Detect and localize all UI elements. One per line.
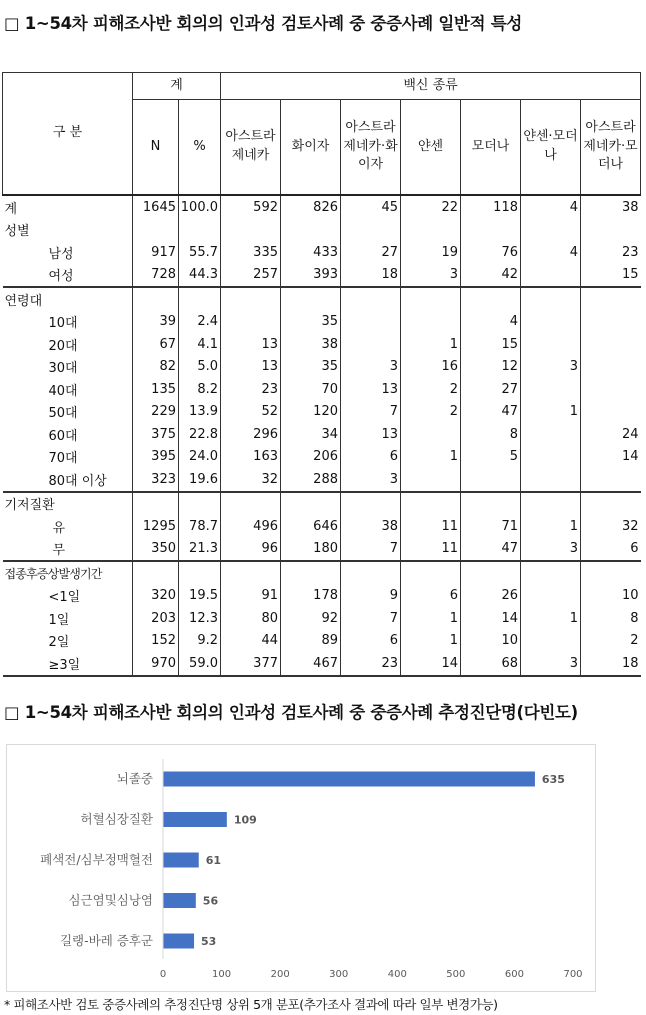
category-label: 심근염및심낭염 xyxy=(68,892,153,908)
section-heading-diagnoses: □ 1~54차 피해조사반 회의의 인과성 검토사례 중 중증사례 추정진단명(다빈도) xyxy=(4,703,578,722)
table-cell xyxy=(401,468,461,492)
table-cell: 917 xyxy=(133,241,179,264)
table-cell xyxy=(341,287,401,311)
table-cell: 4.1 xyxy=(179,333,221,356)
table-cell: 15 xyxy=(461,333,521,356)
table-cell: 335 xyxy=(221,241,281,264)
x-tick-label: 300 xyxy=(329,969,349,980)
table-cell: 24.0 xyxy=(179,446,221,469)
table-cell xyxy=(133,287,179,311)
table-cell xyxy=(341,561,401,585)
row-label: 80대 이상 xyxy=(48,473,107,489)
table-cell: 22 xyxy=(401,195,461,219)
table-cell: 7 xyxy=(341,607,401,630)
table-cell xyxy=(179,561,221,585)
table-cell: 19.6 xyxy=(179,468,221,492)
table-row xyxy=(3,423,641,446)
bar xyxy=(163,934,194,949)
table-cell: 728 xyxy=(133,264,179,288)
table-cell: 4 xyxy=(461,311,521,334)
table-cell: 3 xyxy=(341,356,401,379)
table-cell: 13 xyxy=(341,423,401,446)
table-cell xyxy=(281,561,341,585)
table-cell: 16 xyxy=(401,356,461,379)
table-cell: 5 xyxy=(461,446,521,469)
table-cell: 35 xyxy=(281,311,341,334)
table-cell: 320 xyxy=(133,585,179,608)
table-cell: 35 xyxy=(281,356,341,379)
category-label: 폐색전/심부정맥혈전 xyxy=(40,852,153,867)
table-cell: 23 xyxy=(581,241,641,264)
table-cell: 27 xyxy=(341,241,401,264)
table-cell xyxy=(581,311,641,334)
table-cell: 350 xyxy=(133,538,179,562)
table-cell: 42 xyxy=(461,264,521,288)
table-cell: 257 xyxy=(221,264,281,288)
table-cell: 1 xyxy=(401,607,461,630)
table-cell: 26 xyxy=(461,585,521,608)
table-cell xyxy=(281,287,341,311)
header-vaccine: 모더나 xyxy=(461,100,521,196)
table-row xyxy=(3,468,641,492)
table-cell: 100.0 xyxy=(179,195,221,219)
table-cell xyxy=(461,287,521,311)
table-row xyxy=(3,195,641,219)
table-cell: 32 xyxy=(221,468,281,492)
table-cell: 68 xyxy=(461,652,521,676)
row-label: 70대 xyxy=(48,451,78,467)
table-cell xyxy=(581,378,641,401)
table-cell: 76 xyxy=(461,241,521,264)
row-label: 유 xyxy=(52,520,66,536)
table-cell xyxy=(133,492,179,516)
row-label: 50대 xyxy=(48,406,78,422)
bar xyxy=(163,893,196,908)
table-cell xyxy=(581,356,641,379)
table-row xyxy=(3,515,641,538)
table-cell xyxy=(341,311,401,334)
x-tick-label: 100 xyxy=(212,969,232,980)
table-cell: 96 xyxy=(221,538,281,562)
table-cell: 1 xyxy=(401,446,461,469)
table-cell: 7 xyxy=(341,401,401,424)
row-label: 10대 xyxy=(48,316,78,332)
table-cell: 52 xyxy=(221,401,281,424)
table-cell: 826 xyxy=(281,195,341,219)
table-cell: 592 xyxy=(221,195,281,219)
table-cell xyxy=(281,492,341,516)
table-cell xyxy=(521,287,581,311)
table-row xyxy=(3,401,641,424)
table-cell: 13 xyxy=(221,333,281,356)
table-cell: 1 xyxy=(401,630,461,653)
table-cell xyxy=(133,219,179,242)
table-cell xyxy=(401,311,461,334)
header-total-group: 계 xyxy=(133,73,221,100)
row-label: 성별 xyxy=(4,224,30,240)
table-cell: 91 xyxy=(221,585,281,608)
table-cell: 3 xyxy=(341,468,401,492)
bar xyxy=(163,853,199,868)
table-cell: 34 xyxy=(281,423,341,446)
header-pct: % xyxy=(179,100,221,196)
table-cell xyxy=(581,333,641,356)
table-cell xyxy=(461,468,521,492)
table-cell: 89 xyxy=(281,630,341,653)
x-tick-label: 0 xyxy=(159,969,167,980)
table-cell: 12 xyxy=(461,356,521,379)
table-cell: 4 xyxy=(521,241,581,264)
table-cell: 8.2 xyxy=(179,378,221,401)
table-cell xyxy=(281,219,341,242)
row-label: 접종후증상발생기간 xyxy=(3,561,133,585)
table-cell: 55.7 xyxy=(179,241,221,264)
table-cell xyxy=(221,219,281,242)
table-cell: 19.5 xyxy=(179,585,221,608)
data-label: 53 xyxy=(201,935,217,948)
table-cell xyxy=(521,264,581,288)
table-cell: 2 xyxy=(581,630,641,653)
header-vaccine: 아스트라제네카 xyxy=(221,100,281,196)
table-cell: 1 xyxy=(401,333,461,356)
table-cell xyxy=(521,630,581,653)
table-cell: 24 xyxy=(581,423,641,446)
table-cell xyxy=(341,219,401,242)
table-cell: 14 xyxy=(401,652,461,676)
table-cell: 9.2 xyxy=(179,630,221,653)
data-label: 56 xyxy=(202,894,219,908)
table-body xyxy=(3,195,641,676)
table-cell: 152 xyxy=(133,630,179,653)
table-cell xyxy=(581,561,641,585)
category-label: 허혈심장질환 xyxy=(80,811,153,827)
row-label: <1일 xyxy=(48,590,81,606)
table-cell: 13.9 xyxy=(179,401,221,424)
table-cell: 2 xyxy=(401,378,461,401)
row-label: 여성 xyxy=(48,269,74,285)
table-cell xyxy=(581,468,641,492)
table-cell: 1 xyxy=(521,401,581,424)
table-cell: 10 xyxy=(461,630,521,653)
x-tick-label: 200 xyxy=(270,969,290,980)
table-cell: 59.0 xyxy=(179,652,221,676)
table-cell: 496 xyxy=(221,515,281,538)
table-cell: 78.7 xyxy=(179,515,221,538)
table-cell: 2 xyxy=(401,401,461,424)
table-cell: 14 xyxy=(581,446,641,469)
table-cell: 14 xyxy=(461,607,521,630)
table-cell: 13 xyxy=(341,378,401,401)
header-n: N xyxy=(133,100,179,196)
header-vaccine: 아스트라제네카·화이자 xyxy=(341,100,401,196)
table-cell xyxy=(401,561,461,585)
table-cell xyxy=(341,333,401,356)
table-cell xyxy=(179,492,221,516)
table-row xyxy=(3,561,641,585)
table-cell: 1295 xyxy=(133,515,179,538)
section-heading-characteristics: □ 1~54차 피해조사반 회의의 인과성 검토사례 중 중증사례 일반적 특성 xyxy=(4,14,522,33)
table-cell: 1645 xyxy=(133,195,179,219)
table-cell: 395 xyxy=(133,446,179,469)
table-cell xyxy=(521,423,581,446)
table-row xyxy=(3,607,641,630)
table-cell xyxy=(221,561,281,585)
table-cell: 323 xyxy=(133,468,179,492)
row-label: 계 xyxy=(4,201,18,217)
table-cell: 970 xyxy=(133,652,179,676)
table-cell xyxy=(521,378,581,401)
table-cell xyxy=(521,468,581,492)
table-cell: 375 xyxy=(133,423,179,446)
table-cell xyxy=(521,446,581,469)
table-cell xyxy=(401,287,461,311)
table-cell: 71 xyxy=(461,515,521,538)
table-cell: 6 xyxy=(401,585,461,608)
table-cell: 393 xyxy=(281,264,341,288)
bar xyxy=(163,812,227,827)
table-row xyxy=(3,630,641,653)
table-cell: 433 xyxy=(281,241,341,264)
table-cell xyxy=(521,333,581,356)
table-cell: 44 xyxy=(221,630,281,653)
table-row xyxy=(3,378,641,401)
header-vaccine: 얀센 xyxy=(401,100,461,196)
table-cell: 23 xyxy=(221,378,281,401)
table-cell: 206 xyxy=(281,446,341,469)
table-cell: 80 xyxy=(221,607,281,630)
characteristics-table xyxy=(2,72,641,677)
table-cell xyxy=(521,219,581,242)
footnote: * 피해조사반 검토 중증사례의 추정진단명 상위 5개 분포(추가조사 결과에 따라 일부 변경가능) xyxy=(4,997,498,1012)
table-cell: 163 xyxy=(221,446,281,469)
table-cell xyxy=(461,219,521,242)
table-header xyxy=(3,73,641,196)
table-cell xyxy=(461,492,521,516)
table-row xyxy=(3,585,641,608)
header-vaccine-group: 백신 종류 xyxy=(221,73,641,100)
category-label: 길랭-바레 증후군 xyxy=(59,933,153,948)
x-tick-label: 600 xyxy=(504,969,524,980)
table-cell: 1 xyxy=(521,515,581,538)
row-label: ≥3일 xyxy=(3,652,133,676)
table-cell: 70 xyxy=(281,378,341,401)
row-label: 연령대 xyxy=(3,287,133,311)
table-cell: 19 xyxy=(401,241,461,264)
table-cell: 3 xyxy=(401,264,461,288)
table-row xyxy=(3,241,641,264)
table-cell: 4 xyxy=(521,195,581,219)
header-gubun: 구 분 xyxy=(3,73,133,196)
table-row xyxy=(3,311,641,334)
table-cell: 120 xyxy=(281,401,341,424)
table-cell: 13 xyxy=(221,356,281,379)
row-label: 30대 xyxy=(48,361,78,377)
table-cell: 377 xyxy=(221,652,281,676)
table-cell: 178 xyxy=(281,585,341,608)
category-label: 뇌졸중 xyxy=(116,771,153,786)
data-label: 109 xyxy=(233,813,257,827)
table-cell: 467 xyxy=(281,652,341,676)
table-cell: 288 xyxy=(281,468,341,492)
table-cell: 3 xyxy=(521,356,581,379)
diagnosis-bar-chart xyxy=(6,744,596,992)
table-cell: 12.3 xyxy=(179,607,221,630)
table-cell xyxy=(401,219,461,242)
table-cell: 8 xyxy=(581,607,641,630)
table-cell: 11 xyxy=(401,538,461,562)
table-cell xyxy=(221,492,281,516)
table-cell: 23 xyxy=(341,652,401,676)
table-cell: 22.8 xyxy=(179,423,221,446)
table-cell: 118 xyxy=(461,195,521,219)
table-cell: 3 xyxy=(521,538,581,562)
row-label: 무 xyxy=(52,543,66,559)
table-cell xyxy=(521,311,581,334)
table-cell: 9 xyxy=(341,585,401,608)
table-row xyxy=(3,287,641,311)
table-cell: 32 xyxy=(581,515,641,538)
table-cell: 92 xyxy=(281,607,341,630)
row-label: 2일 xyxy=(48,635,70,651)
table-cell: 47 xyxy=(461,538,521,562)
table-cell: 135 xyxy=(133,378,179,401)
table-cell xyxy=(521,561,581,585)
table-cell: 45 xyxy=(341,195,401,219)
table-cell: 15 xyxy=(581,264,641,288)
table-cell: 38 xyxy=(341,515,401,538)
table-cell: 203 xyxy=(133,607,179,630)
table-row xyxy=(3,356,641,379)
table-cell: 6 xyxy=(341,630,401,653)
table-cell: 1 xyxy=(521,607,581,630)
table-cell: 296 xyxy=(221,423,281,446)
table-cell: 47 xyxy=(461,401,521,424)
table-cell: 8 xyxy=(461,423,521,446)
table-row xyxy=(3,492,641,516)
table-cell xyxy=(221,311,281,334)
table-row xyxy=(3,219,641,242)
header-vaccine: 아스트라제네카·모더나 xyxy=(581,100,641,196)
table-cell: 67 xyxy=(133,333,179,356)
table-cell: 27 xyxy=(461,378,521,401)
table-cell xyxy=(179,219,221,242)
table-cell: 6 xyxy=(341,446,401,469)
table-cell xyxy=(341,492,401,516)
table-cell: 5.0 xyxy=(179,356,221,379)
table-cell xyxy=(581,219,641,242)
table-row xyxy=(3,264,641,288)
x-tick-label: 400 xyxy=(387,969,407,980)
table-row xyxy=(3,538,641,562)
row-label: 20대 xyxy=(48,338,78,354)
table-cell: 6 xyxy=(581,538,641,562)
table-cell: 38 xyxy=(281,333,341,356)
data-label: 61 xyxy=(205,854,222,867)
x-tick-label: 700 xyxy=(563,969,583,980)
table-cell: 44.3 xyxy=(179,264,221,288)
table-cell: 38 xyxy=(581,195,641,219)
table-cell xyxy=(521,585,581,608)
table-cell: 82 xyxy=(133,356,179,379)
table-cell xyxy=(401,492,461,516)
row-label: 40대 xyxy=(48,383,78,399)
table-cell xyxy=(179,287,221,311)
table-cell: 18 xyxy=(581,652,641,676)
table-cell: 2.4 xyxy=(179,311,221,334)
table-row xyxy=(3,333,641,356)
table-cell xyxy=(461,561,521,585)
table-cell: 3 xyxy=(521,652,581,676)
table-cell xyxy=(521,492,581,516)
row-label: 1일 xyxy=(48,612,70,628)
table-cell xyxy=(581,287,641,311)
bar xyxy=(163,772,535,787)
x-tick-label: 500 xyxy=(446,969,466,980)
table-cell: 646 xyxy=(281,515,341,538)
table-cell: 11 xyxy=(401,515,461,538)
table-cell: 39 xyxy=(133,311,179,334)
table-cell: 10 xyxy=(581,585,641,608)
table-cell: 21.3 xyxy=(179,538,221,562)
table-cell: 7 xyxy=(341,538,401,562)
row-label: 남성 xyxy=(48,246,74,262)
table-cell: 229 xyxy=(133,401,179,424)
table-row xyxy=(3,652,641,676)
table-cell xyxy=(581,401,641,424)
row-label: 기저질환 xyxy=(3,492,133,516)
table-cell xyxy=(133,561,179,585)
data-label: 635 xyxy=(541,773,565,786)
table-row xyxy=(3,446,641,469)
header-vaccine: 화이자 xyxy=(281,100,341,196)
chart-svg xyxy=(7,745,595,991)
table-cell xyxy=(221,287,281,311)
header-vaccine: 얀센·모더나 xyxy=(521,100,581,196)
table-cell xyxy=(401,423,461,446)
table-cell: 18 xyxy=(341,264,401,288)
table-cell xyxy=(581,492,641,516)
row-label: 60대 xyxy=(48,428,78,444)
table-cell: 180 xyxy=(281,538,341,562)
